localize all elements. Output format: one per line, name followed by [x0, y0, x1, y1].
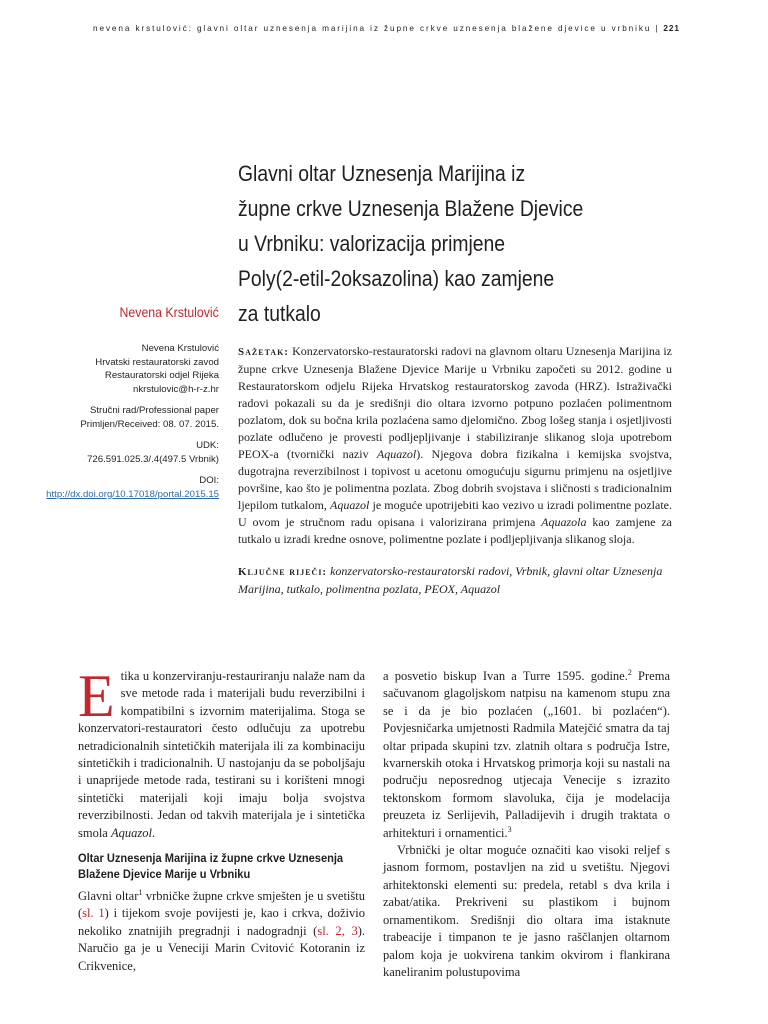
running-head-separator: | — [655, 24, 660, 33]
footnote-ref[interactable]: 3 — [507, 824, 512, 834]
footnote-ref[interactable]: 2 — [627, 667, 632, 677]
info-udk-label: UDK: — [196, 440, 219, 451]
info-name: Nevena Krstulović — [141, 343, 219, 354]
title-line: za tutkalo — [238, 301, 321, 326]
abstract-aquazol: Aquazola — [541, 515, 587, 529]
author-info — [19, 342, 219, 501]
abstract-text: Konzervatorsko-restauratorski radovi na glavnom oltaru Uznesenja Marijina iz župne crkve Uznesenja Blažene Djevice Marije u Vrbniku započeti su 2012. godine u Restauratorskom odjelu Rijeka Hrvatskog restauratorskog zavoda (HRZ). Istraživački radovi pokazali su da je središnji dio oltara izvorno potpuno pozlaćen polimentnom pozlatom, dok su bočna krila pozlaćena samo djelomično. Zbog lošeg stanja i osjetljivosti pozlate odlučeno je provesti podljepljivanje i stabiliziranje slikanog sloja upotrebom PEOX-a (tvornički naziv — [238, 344, 672, 461]
page-number: 221 — [663, 24, 680, 33]
title-line: u Vrbniku: valorizacija primjene — [238, 231, 506, 256]
title-line: župne crkve Uznesenja Blažene Djevice — [238, 196, 584, 221]
abstract-aquazol: Aquazol — [329, 498, 370, 512]
info-department: Restauratorski odjel Rijeka — [104, 370, 219, 381]
keywords-text: konzervatorsko-restauratorski radovi, Vrbnik, glavni oltar Uznesenja Marijina, tutkalo, polimentna pozlata, PEOX, Aquazol — [238, 564, 663, 596]
intro-paragraph — [78, 663, 365, 842]
running-head-text: nevena krstulović: glavni oltar uznesenja marijina iz župne crkve uznesenja blažene djevice u vrbniku — [93, 24, 652, 33]
abstract-label: Sažetak: — [238, 346, 289, 358]
keywords — [238, 563, 672, 598]
abstract-text: je moguće upotrijebiti kao vezivo u izradi polimentne pozlate. U ovom je stručnom radu opisana i valorizirana primjena — [238, 498, 672, 529]
info-institution: Hrvatski restauratorski zavod — [95, 356, 219, 368]
body-text: vrbničke župne crkve smješten je u svetištu ( — [78, 889, 365, 921]
body-column-left — [78, 663, 365, 975]
intro-italic: Aquazol — [110, 825, 152, 840]
title-line: Poly(2-etil-2oksazolina) kao zamjene — [238, 266, 555, 291]
running-head — [60, 24, 680, 33]
footnote-ref[interactable]: 1 — [138, 887, 143, 897]
abstract-text: kao zamjene za tutkalo u izradi kredne osnove, polimentne pozlate i podljepljivanja slikanog sloja. — [238, 515, 672, 546]
info-udk-value: 726.591.025.3/.4(497.5 Vrbnik) — [87, 453, 219, 465]
author-name: Nevena Krstulović — [119, 304, 219, 320]
info-received: Primljen/Received: 08. 07. 2015. — [80, 418, 219, 430]
abstract — [238, 343, 672, 548]
body-paragraph: Vrbnički je oltar moguće označiti kao visoki reljef s jasnom formom, postavljen na zid u svetištu. Njegovi arhitektonski elementi su: predela, retabl s dva krila i zabat/atika. Prekriveni su plastikom i bujnom ornamentikom. Središnji dio oltara ima istaknute trabeacije i timpanon te je jasno raščlanjen oltarnom palom koja je uokvirena tankim okvirom i flankirana kaneliranim polustupovima — [383, 843, 670, 979]
intro-text: tika u konzerviranju-restauriranju nalaže nam da sve metode rada i materijali budu reverzibilni i kompatibilni s izvornim materijalima. Stoga se konzervatori-restauratori često odlučuju za upotrebu netradicionalnih sintetičkih materijala ili za kombinaciju sintetičkih i tradicionalnih. U nastojanju da se poboljšaju i unaprijede metode rada, testirani su i korišteni mnogi sintetički materijali koji imaju bolja svojstva reverzibilnosti. Jedan od takvih materijala je i sintetička smola — [78, 669, 365, 840]
body-text: ). Naručio ga je u Veneciji Marin Cvitović Kotoranin iz Crikvenice, — [78, 923, 365, 973]
body-text: Prema sačuvanom glagoljskom natpisu na kamenom stupu zna se i da je bio pozlaćen („1601. bi pozlaćen“). Povjesničarka umjetnosti Radmila Matejčić smatra da taj oltar pripada skupini tzv. zlatnih oltara s područja Istre, kvarnerskih otoka i Hrvatskog primorja koji su nastali na području neposrednog utjecaja Venecije s izrazito tektonskom formom slavoluka, čija je modelacija preuzeta iz Serlijevih, Palladijevih i drugih traktata o arhitekturi i ornamentici. — [383, 669, 670, 840]
body-column-right — [383, 668, 670, 981]
info-email: nkrstulovic@h-r-z.hr — [133, 383, 219, 395]
intro-end: . — [151, 825, 156, 840]
drop-cap: E — [78, 663, 115, 729]
section-heading: Oltar Uznesenja Marijina iz župne crkve Uznesenja Blažene Djevice Marije u Vrbniku — [78, 851, 344, 882]
info-paper-type: Stručni rad/Professional paper — [89, 405, 219, 416]
keywords-label: Ključne riječi: — [238, 566, 328, 578]
abstract-text: ). Njegova dobra fizikalna i kemijska svojstva, dugotrajna reverzibilnost i topivost u acetonu omogućuju sigurnu primjenu na osjetljive površine, kao što je polimentna pozlata. Zbog dobrih svojstava i sličnosti s tradicionalnim ljepilom tutkalom, — [238, 447, 672, 512]
body-paragraph — [383, 668, 670, 842]
figure-ref[interactable]: sl. 2, 3 — [317, 923, 358, 938]
title-line: Glavni oltar Uznesenja Marijina iz — [238, 161, 526, 186]
doi-link[interactable]: http://dx.doi.org/10.17018/portal.2015.15 — [46, 488, 219, 500]
body-paragraph — [78, 888, 365, 975]
abstract-aquazol: Aquazol — [376, 447, 417, 461]
body-text: ) i tijekom svoje povijesti je, kao i crkva, doživio nekoliko znatnijih pregradnji i nadogradnji ( — [78, 906, 365, 938]
article-title — [238, 156, 599, 331]
body-text: Glavni oltar — [78, 889, 139, 904]
body-text: a posvetio biskup Ivan a Turre 1595. godine. — [383, 669, 628, 683]
figure-ref[interactable]: sl. 1 — [82, 906, 105, 921]
info-doi-label: DOI: — [199, 475, 219, 486]
